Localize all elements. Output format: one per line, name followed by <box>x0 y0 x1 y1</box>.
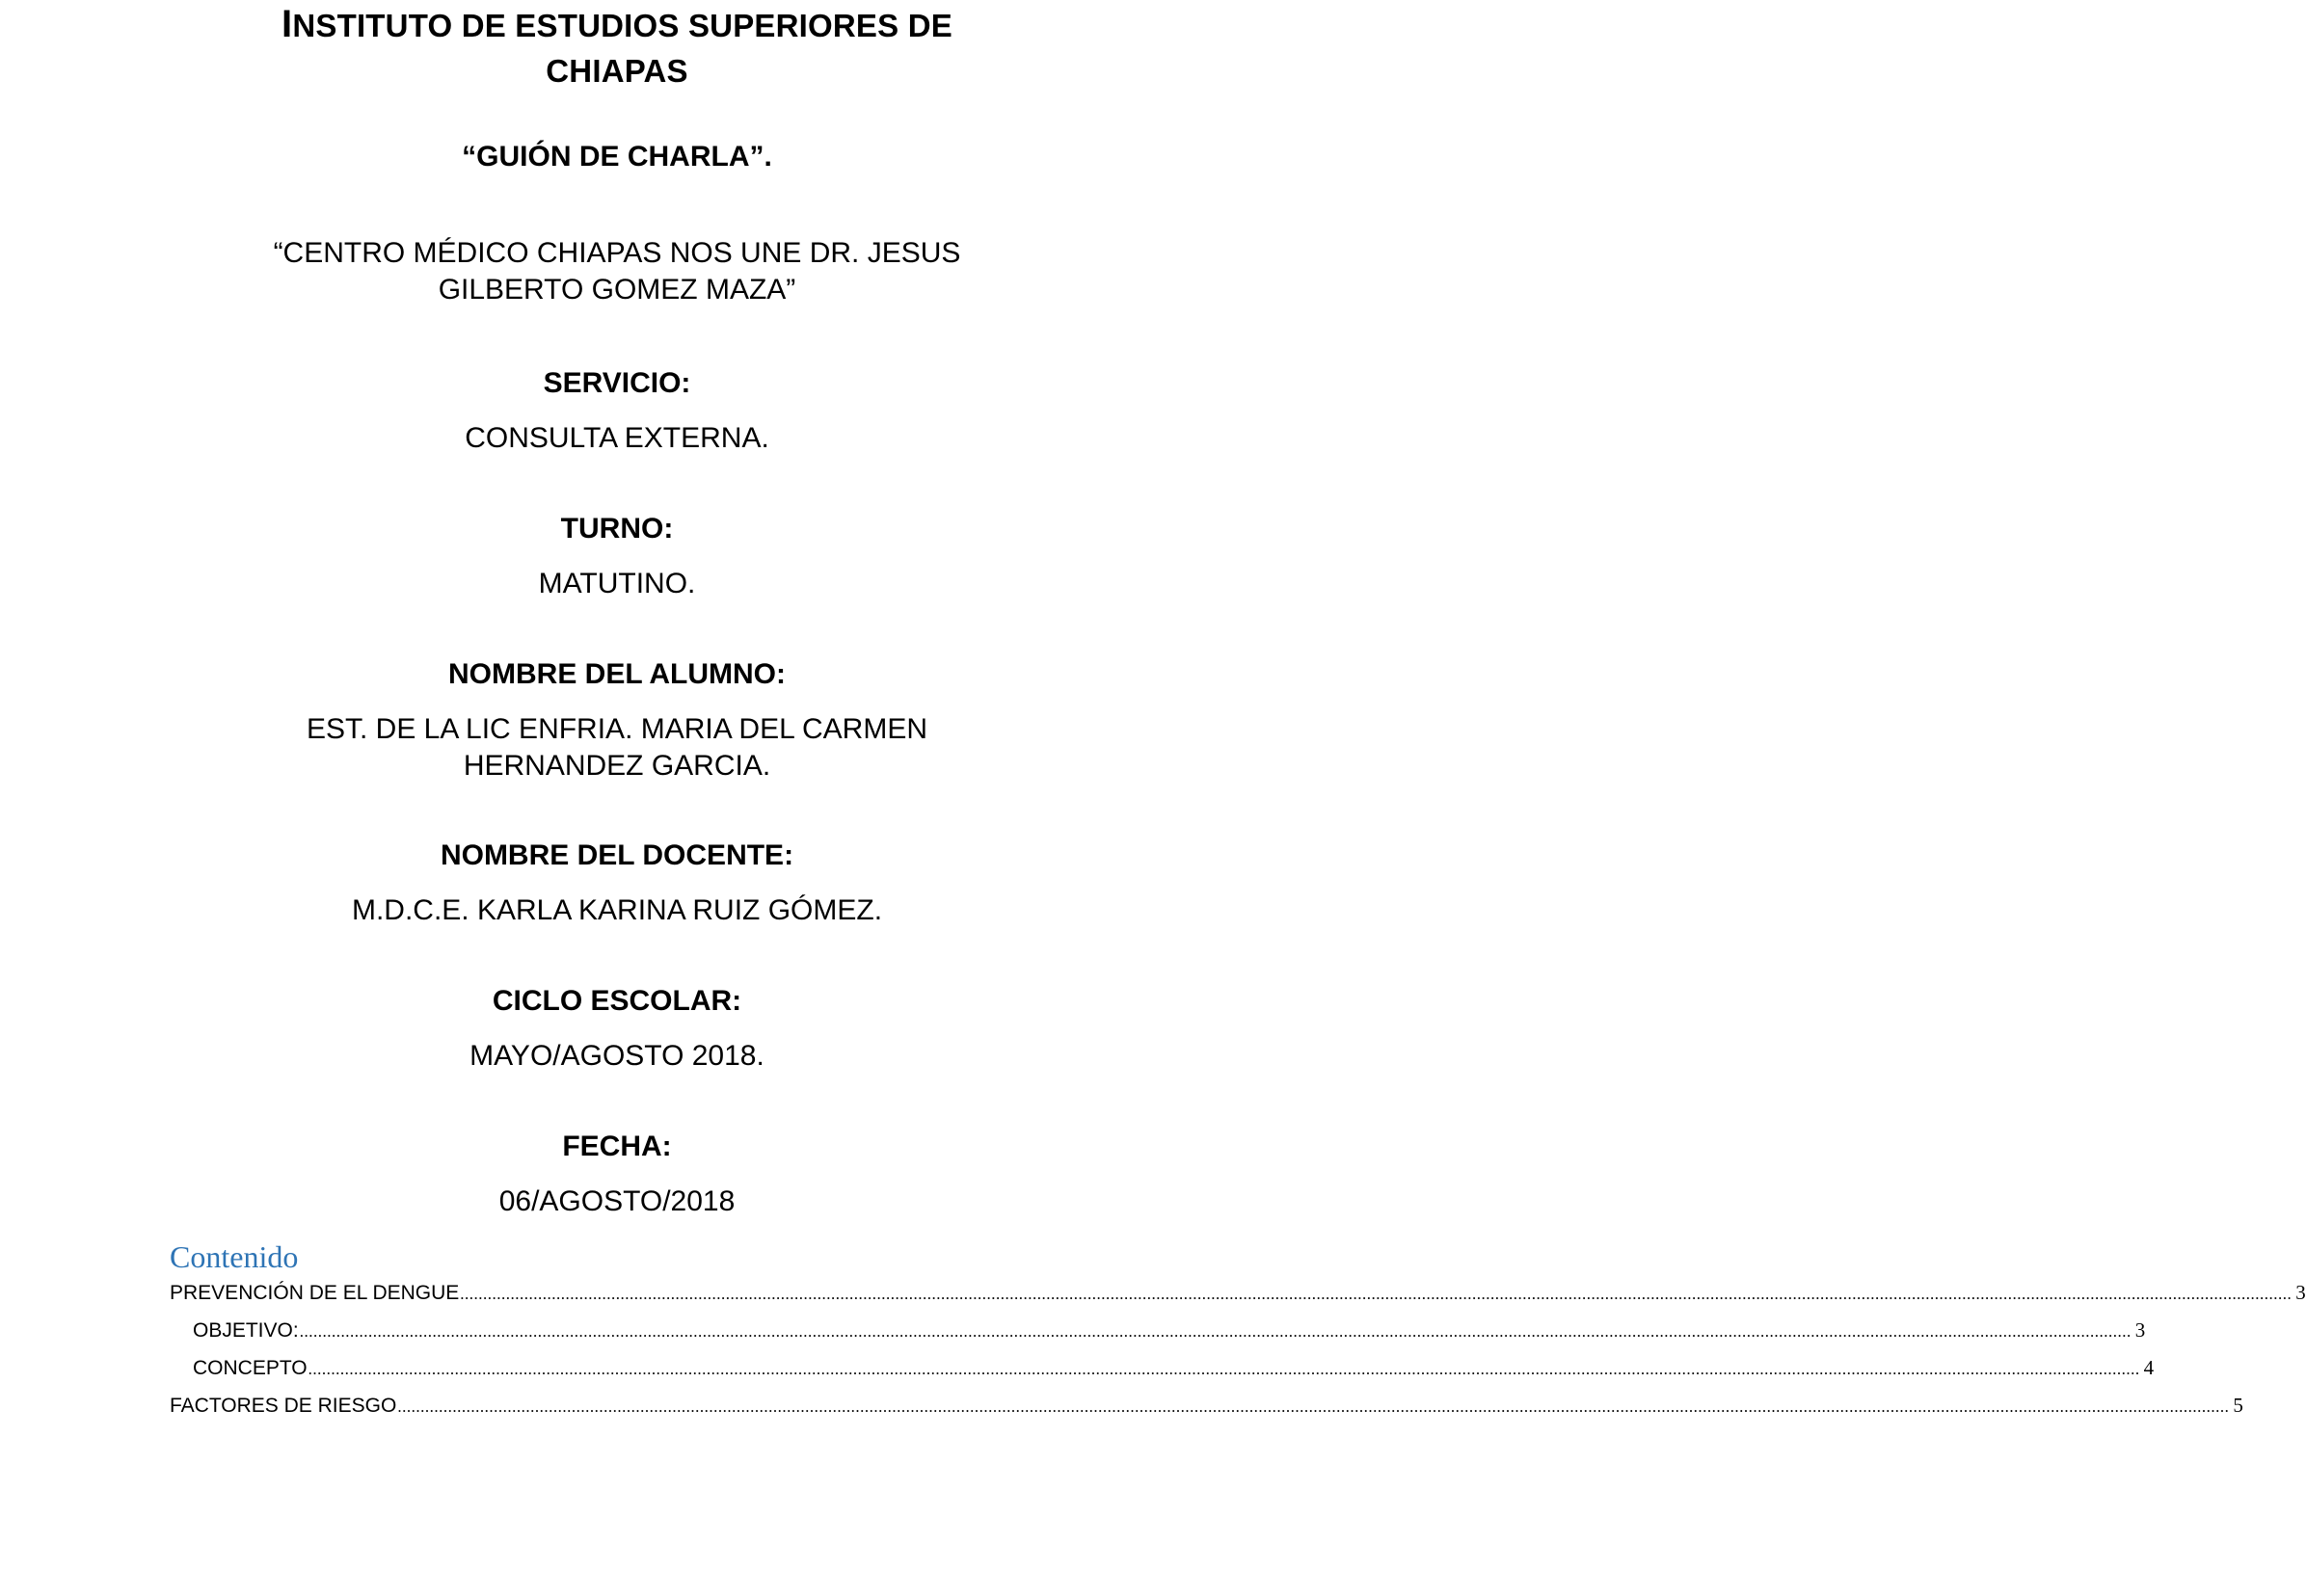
medical-center-line1: “CENTRO MÉDICO CHIAPAS NOS UNE DR. JESUS <box>273 237 961 269</box>
alumno-label: NOMBRE DEL ALUMNO: <box>448 658 786 690</box>
ciclo-value: MAYO/AGOSTO 2018. <box>469 1040 764 1072</box>
alumno-value-line1: EST. DE LA LIC ENFRIA. MARIA DEL CARMEN <box>306 713 928 745</box>
toc-dot-leader: ................................................................................................................................................................................................................................................................................................................................................................................................................ <box>299 1322 2132 1341</box>
alumno-value <box>0 711 1234 785</box>
toc-entry-page: 4 <box>2143 1356 2155 1379</box>
turno-label: TURNO: <box>560 513 674 545</box>
institution-title <box>0 2 1234 93</box>
toc-entry[interactable] <box>170 1274 2306 1312</box>
medical-center-line2: GILBERTO GOMEZ MAZA” <box>438 274 796 306</box>
toc-entry-label: OBJETIVO: <box>193 1319 299 1342</box>
toc-entry-label: PREVENCIÓN DE EL DENGUE <box>170 1282 460 1304</box>
toc-entry[interactable] <box>170 1312 2146 1349</box>
institution-title-line2: CHIAPAS <box>546 53 688 89</box>
toc-dot-leader: ................................................................................................................................................................................................................................................................................................................................................................................................................ <box>460 1285 2293 1303</box>
title-initial: I <box>282 3 293 45</box>
toc-dot-leader: ................................................................................................................................................................................................................................................................................................................................................................................................................ <box>308 1360 2140 1378</box>
alumno-value-line2: HERNANDEZ GARCIA. <box>463 750 771 782</box>
docente-value: M.D.C.E. KARLA KARINA RUIZ GÓMEZ. <box>351 894 883 926</box>
toc-entry-label: CONCEPTO <box>193 1357 308 1379</box>
turno-value: MATUTINO. <box>538 568 696 599</box>
ciclo-label: CICLO ESCOLAR: <box>492 985 742 1017</box>
medical-center-name <box>0 235 1234 308</box>
toc-entry[interactable] <box>170 1387 2243 1424</box>
toc-heading: Contenido <box>170 1239 299 1274</box>
toc-entry-page: 5 <box>2233 1394 2243 1417</box>
toc-dot-leader: ................................................................................................................................................................................................................................................................................................................................................................................................................ <box>397 1397 2230 1416</box>
table-of-contents <box>170 1274 2306 1424</box>
fecha-label: FECHA: <box>562 1130 672 1162</box>
servicio-value: CONSULTA EXTERNA. <box>465 422 769 454</box>
toc-entry[interactable] <box>170 1349 2155 1387</box>
institution-title-line1 <box>0 2 1234 48</box>
toc-entry-page: 3 <box>2134 1318 2146 1342</box>
toc-entry-label: FACTORES DE RIESGO <box>170 1395 397 1417</box>
title-line1-rest: NSTITUTO DE ESTUDIOS SUPERIORES DE <box>292 8 952 43</box>
fecha-value: 06/AGOSTO/2018 <box>498 1185 736 1217</box>
document-subtitle: “GUIÓN DE CHARLA”. <box>462 141 772 173</box>
toc-entry-page: 3 <box>2295 1281 2306 1304</box>
docente-label: NOMBRE DEL DOCENTE: <box>440 839 794 871</box>
servicio-label: SERVICIO: <box>543 367 691 399</box>
